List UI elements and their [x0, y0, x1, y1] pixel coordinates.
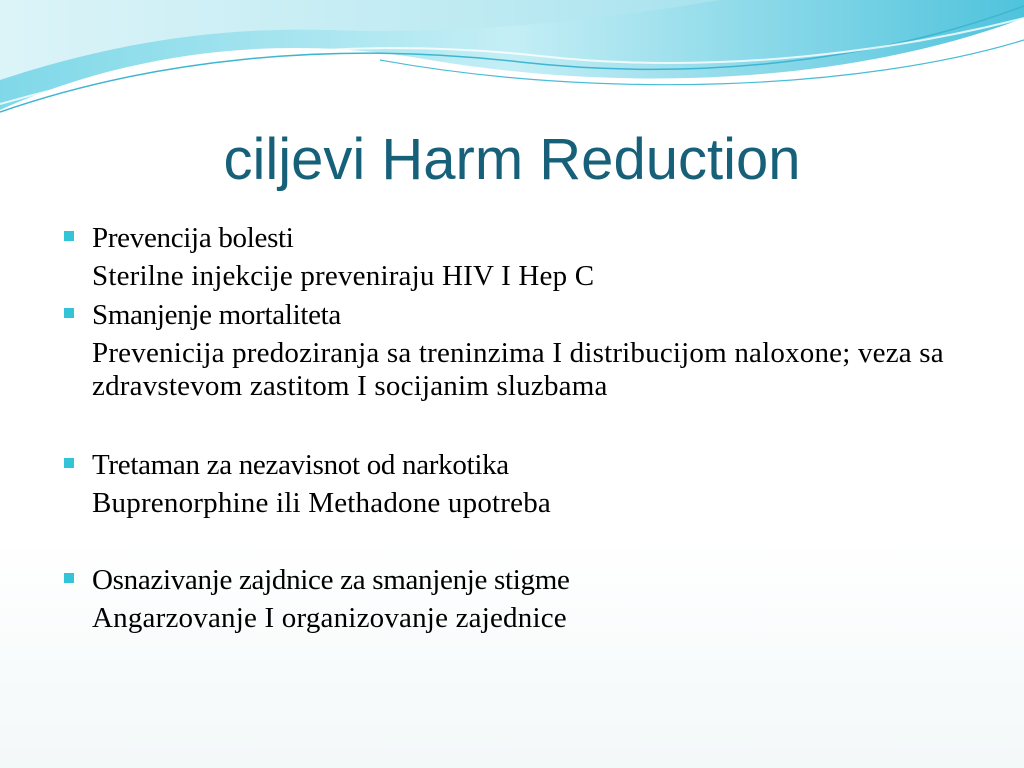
list-item	[60, 447, 960, 520]
item-heading: Prevencija bolesti	[92, 222, 294, 254]
item-description: Buprenorphine ili Methadone upotreba	[92, 487, 551, 519]
item-heading: Osnazivanje zajdnice za smanjenje stigme	[92, 564, 570, 596]
square-bullet-icon	[64, 231, 74, 241]
item-heading: Smanjenje mortaliteta	[92, 299, 341, 331]
header-wave-decoration	[0, 0, 1024, 130]
item-description: Prevenicija predoziranja sa treninzima I distribucijom naloxone; veza sa zdravstevom zastitom I socijanim sluzbama	[92, 337, 944, 402]
bullet-list	[60, 220, 960, 635]
slide-title: ciljevi Harm Reduction	[223, 127, 801, 192]
item-description: Sterilne injekcije preveniraju HIV I Hep C	[92, 260, 595, 292]
list-item	[60, 297, 960, 403]
list-item	[60, 220, 960, 293]
square-bullet-icon	[64, 458, 74, 468]
list-item	[60, 562, 960, 635]
square-bullet-icon	[64, 308, 74, 318]
square-bullet-icon	[64, 573, 74, 583]
item-heading: Tretaman za nezavisnot od narkotika	[92, 449, 509, 481]
item-description: Angarzovanje I organizovanje zajednice	[92, 602, 567, 634]
